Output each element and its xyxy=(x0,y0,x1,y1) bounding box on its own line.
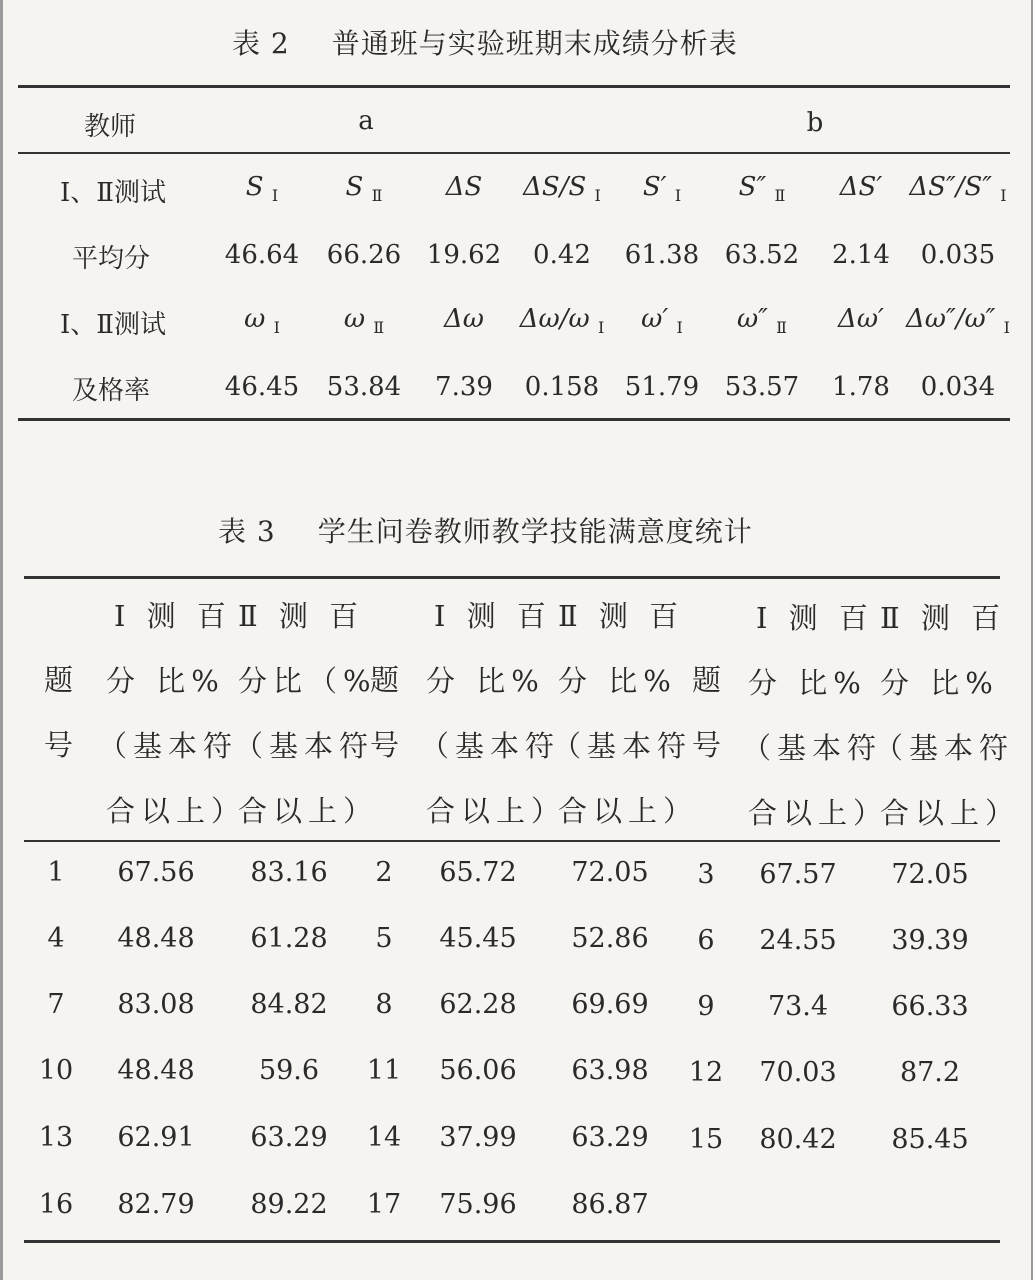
table3-header-test1: Ⅰ 测 百 分 比% （基本符 合以上） xyxy=(420,599,567,828)
table3-row-qno: 16 xyxy=(38,1189,74,1220)
table2-caption-number: 表 2 xyxy=(232,27,290,60)
group-b-label: b xyxy=(806,108,824,138)
table3-header-qno: 题 号 xyxy=(44,663,80,762)
pass-value: 7.39 xyxy=(435,372,493,402)
table3-row-qno: 14 xyxy=(366,1122,402,1153)
table3-header-qno: 题 号 xyxy=(370,663,406,762)
table3-row-test1-value: 67.57 xyxy=(759,859,837,890)
table3-row-test2-value: 63.29 xyxy=(250,1122,328,1153)
avg-value: 2.14 xyxy=(832,240,890,270)
symbol-s2: S $_Ⅱ$ xyxy=(345,172,383,205)
table3-row-test1-value: 75.96 xyxy=(439,1189,517,1220)
table3-row-test1-value: 62.91 xyxy=(117,1122,195,1153)
symbol-delta-w: Δω xyxy=(444,304,484,334)
pass-value: 0.034 xyxy=(920,372,996,402)
pass-value: 46.45 xyxy=(224,372,300,402)
table3-row-test1-value: 70.03 xyxy=(759,1057,837,1088)
avg-value: 63.52 xyxy=(724,240,800,270)
table3-row-qno: 12 xyxy=(688,1057,724,1088)
symbol-s1-prime: S′ $_Ⅰ$ xyxy=(642,172,682,205)
symbol-delta-s-prime: ΔS′ xyxy=(839,172,883,202)
avg-label: 平均分 xyxy=(72,244,151,274)
table2-bottom-rule xyxy=(18,418,1010,421)
table3-row-test1-value: 80.42 xyxy=(759,1124,837,1155)
table3-row-qno: 15 xyxy=(688,1124,724,1155)
table3-row-test2-value: 52.86 xyxy=(571,923,649,954)
table3-row-qno: 6 xyxy=(697,925,715,956)
table3-header-qno: 题 号 xyxy=(692,663,728,762)
table3-row-qno: 3 xyxy=(697,859,715,890)
table3-header-test2: Ⅱ 测 百 分比（% （基本符 合以上） xyxy=(234,599,379,828)
symbol-s2-dprime: S″ $_Ⅱ$ xyxy=(738,172,786,205)
table3-row-test2-value: 63.98 xyxy=(571,1055,649,1086)
table3-row-qno: 5 xyxy=(375,923,393,954)
table3-row-test2-value: 87.2 xyxy=(899,1057,961,1088)
table3-row-test1-value: 45.45 xyxy=(439,923,517,954)
table3-row-test1-value: 48.48 xyxy=(117,923,195,954)
pass-value: 1.78 xyxy=(832,372,890,402)
symbol-delta-s-dprime-ratio: ΔS″/S″ $_Ⅰ$ xyxy=(909,172,1007,205)
symbol-delta-w-dprime-ratio: Δω″/ω″ $_Ⅰ$ xyxy=(906,304,1010,337)
table3-row-test1-value: 24.55 xyxy=(759,925,837,956)
table3-header-test2: Ⅱ 测 百 分 比% （基本符 合以上） xyxy=(552,599,699,828)
table3-caption-title: 学生问卷教师教学技能满意度统计 xyxy=(317,515,753,548)
table3-row-test2-value: 89.22 xyxy=(250,1189,328,1220)
table3-row-test2-value: 66.33 xyxy=(891,991,969,1022)
symbol-w2: ω $_Ⅱ$ xyxy=(343,304,385,337)
pass-label: 及格率 xyxy=(72,376,151,406)
table3-row-qno: 4 xyxy=(47,923,65,954)
table3-row-test2-value: 69.69 xyxy=(571,989,649,1020)
pass-value: 0.158 xyxy=(524,372,600,402)
table3-row-test2-value: 83.16 xyxy=(250,857,328,888)
table3-row-test1-value: 48.48 xyxy=(117,1055,195,1086)
symbol-delta-w-ratio: Δω/ω $_Ⅰ$ xyxy=(519,304,605,337)
table3-row-qno: 10 xyxy=(38,1055,74,1086)
table3-row-qno: 17 xyxy=(366,1189,402,1220)
test-label: Ⅰ、Ⅱ测试 xyxy=(60,178,166,208)
table3-row-qno: 8 xyxy=(375,989,393,1020)
pass-value: 51.79 xyxy=(624,372,700,402)
avg-value: 46.64 xyxy=(224,240,300,270)
test-label: Ⅰ、Ⅱ测试 xyxy=(60,310,166,340)
avg-value: 0.035 xyxy=(920,240,996,270)
pass-value: 53.57 xyxy=(724,372,800,402)
table3-row-test2-value: 63.29 xyxy=(571,1122,649,1153)
table3-row-test1-value: 67.56 xyxy=(117,857,195,888)
table3-row-test1-value: 83.08 xyxy=(117,989,195,1020)
symbol-s1: S $_Ⅰ$ xyxy=(245,172,279,205)
table3-caption-number: 表 3 xyxy=(218,515,276,548)
table3-row-test1-value: 62.28 xyxy=(439,989,517,1020)
avg-value: 19.62 xyxy=(426,240,502,270)
symbol-w2-dprime: ω″ $_Ⅱ$ xyxy=(736,304,788,337)
table3-row-qno: 11 xyxy=(366,1055,402,1086)
symbol-delta-s: ΔS xyxy=(445,172,483,202)
table3-header-test2: Ⅱ 测 百 分 比% （基本符 合以上） xyxy=(874,601,1021,830)
table3-row-test1-value: 82.79 xyxy=(117,1189,195,1220)
page-border-left xyxy=(0,0,3,1280)
table3-row-test2-value: 72.05 xyxy=(891,859,969,890)
group-a-label: a xyxy=(358,106,374,136)
table3-row-test2-value: 61.28 xyxy=(250,923,328,954)
symbol-delta-s-ratio: ΔS/S $_Ⅰ$ xyxy=(523,172,601,205)
table3-row-qno: 2 xyxy=(375,857,393,888)
table3-row-test2-value: 84.82 xyxy=(250,989,328,1020)
table3-caption xyxy=(218,510,753,550)
table3-row-test2-value: 86.87 xyxy=(571,1189,649,1220)
table2-caption xyxy=(232,22,738,62)
pass-value: 53.84 xyxy=(326,372,402,402)
table3-top-rule xyxy=(24,576,1000,579)
table3-row-test2-value: 59.6 xyxy=(258,1055,320,1086)
symbol-w1-prime: ω′ $_Ⅰ$ xyxy=(641,304,683,337)
table3-row-test1-value: 56.06 xyxy=(439,1055,517,1086)
table3-row-test1-value: 73.4 xyxy=(767,991,829,1022)
table3-row-test2-value: 72.05 xyxy=(571,857,649,888)
avg-value: 0.42 xyxy=(533,240,591,270)
table3-row-test1-value: 65.72 xyxy=(439,857,517,888)
table3-row-qno: 9 xyxy=(697,991,715,1022)
table3-row-qno: 1 xyxy=(47,857,65,888)
teacher-label: 教师 xyxy=(84,112,137,142)
symbol-w1: ω $_Ⅰ$ xyxy=(244,304,280,337)
table3-row-test2-value: 85.45 xyxy=(891,1124,969,1155)
table2-top-rule xyxy=(18,85,1010,88)
symbol-delta-w-prime: Δω′ xyxy=(838,304,884,334)
table3-row-qno: 13 xyxy=(38,1122,74,1153)
table3-header-rule xyxy=(24,840,1000,842)
table3-bottom-rule xyxy=(24,1240,1000,1243)
table3-header-test1: Ⅰ 测 百 分 比% （基本符 合以上） xyxy=(98,599,247,828)
table3-row-test2-value: 39.39 xyxy=(891,925,969,956)
table3-row-test1-value: 37.99 xyxy=(439,1122,517,1153)
table2-caption-title: 普通班与实验班期末成绩分析表 xyxy=(331,27,738,60)
avg-value: 66.26 xyxy=(326,240,402,270)
table3-row-qno: 7 xyxy=(47,989,65,1020)
table2-header-rule xyxy=(18,152,1010,154)
avg-value: 61.38 xyxy=(624,240,700,270)
table3-header-test1: Ⅰ 测 百 分 比% （基本符 合以上） xyxy=(742,601,889,830)
